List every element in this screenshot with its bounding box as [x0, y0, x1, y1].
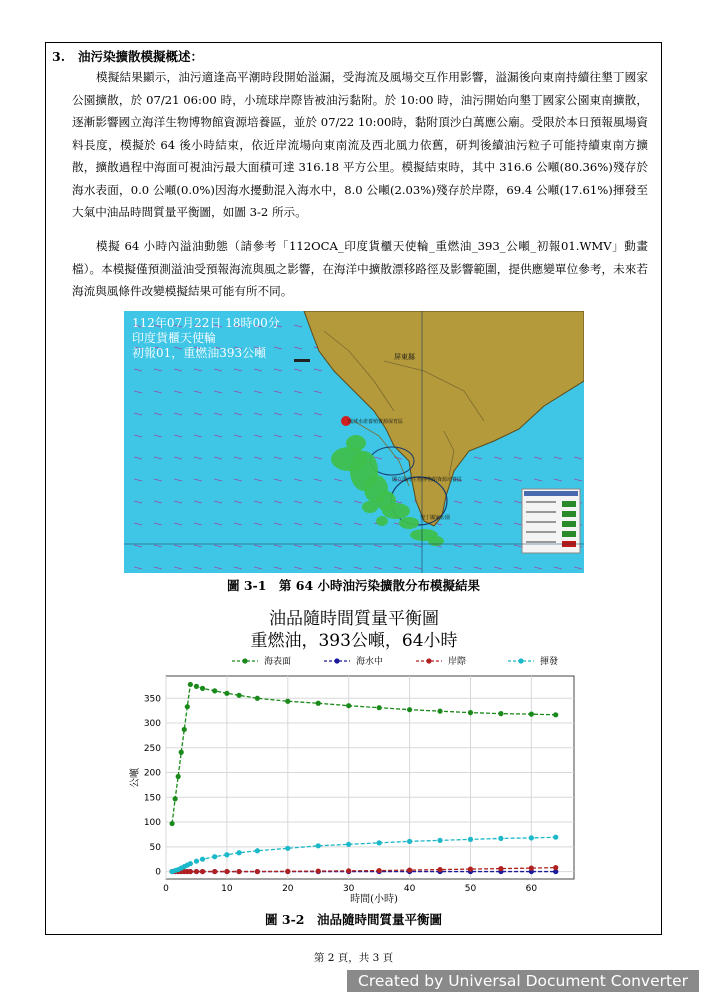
x-axis-label: 時間(小時) [350, 894, 398, 905]
legend-marker [518, 658, 523, 663]
data-point [468, 710, 473, 715]
chart-legend [232, 655, 558, 667]
data-point [553, 712, 558, 717]
data-point [255, 869, 260, 874]
x-tick-label: 50 [464, 884, 477, 894]
data-point [498, 866, 503, 871]
x-tick-label: 0 [163, 884, 169, 894]
paragraph-simulation-results: 模擬結果顯示，油污適逢高平潮時段開始溢漏，受海流及風場交互作用影響，溢漏後向東南持續往墾丁國家公園擴散，於 07/21 06:00 時，小琉球岸際皆被油污黏附。於 10:00 時，油污開始向墾丁國家公園東南擴散，逐漸影響國立海洋生物博物館資源培養區，並於 07/22 10:00時，黏附頂沙白萬應公廟。受限於本日預報風場資料長度，模擬於 64 後小時結束，依近岸流場向東南流及西北風力依舊，研判後續油污粒子可能持續東南方擴散，擴散過程中海面可視油污最大面積可達 316.18 平方公里。模擬結束時，其中 316.6 公噸(80.36%)殘存於海水表面，0.0 公噸(0.0%)因海水擾動混入海水中，8.0 公噸(2.03%)殘存於岸際，69.4 公噸(17.61%)揮發至大氣中油品時間質量平衡圖，如圖 3-2 所示。 [72, 70, 648, 219]
map-legend-box [522, 489, 580, 553]
y-tick-label: 350 [143, 694, 161, 705]
data-point [468, 866, 473, 871]
data-point [194, 869, 199, 874]
ship-marker [294, 359, 310, 362]
data-point [255, 696, 260, 701]
legend-marker [242, 658, 247, 663]
data-point [173, 796, 178, 801]
converter-watermark: Created by Universal Document Converter [347, 970, 699, 992]
section-heading [52, 47, 203, 65]
mass-balance-chart [124, 600, 584, 908]
data-point [316, 868, 321, 873]
data-point [169, 821, 174, 826]
data-point [377, 868, 382, 873]
oil-patch [362, 501, 378, 513]
data-point [377, 840, 382, 845]
data-point [224, 691, 229, 696]
data-point [194, 859, 199, 864]
y-axis-label: 公噸 [130, 768, 141, 788]
data-point [179, 750, 184, 755]
data-point [224, 869, 229, 874]
data-point [468, 837, 473, 842]
data-point [224, 852, 229, 857]
data-point [346, 703, 351, 708]
data-point [236, 869, 241, 874]
data-point [346, 842, 351, 847]
page-footer: 第 2 頁，共 3 頁 [313, 952, 394, 964]
x-tick-label: 40 [403, 884, 416, 894]
legend-label: 海表面 [264, 657, 292, 667]
data-point [212, 854, 217, 859]
data-point [316, 843, 321, 848]
data-point [316, 701, 321, 706]
oil-patch [399, 517, 419, 529]
paragraph-animation-note: 模擬 64 小時內溢油動態（請參考「112OCA_印度貨櫃天使輪_重燃油_393_公噸_初報01.WMV」動畫檔）。本模擬僅預測溢油受預報海流與風之影響，在海洋中擴散漂移路徑及影響範圍，提供應變單位參考，未來若海流與風條件改變模擬結果可能有所不同。 [72, 239, 648, 298]
data-point [498, 711, 503, 716]
y-tick-label: 0 [155, 867, 161, 878]
figure-2-caption: 圖 3-2 油品隨時間質量平衡圖 [265, 912, 442, 927]
data-point [188, 682, 193, 687]
oil-patch [382, 503, 410, 519]
data-point [194, 684, 199, 689]
section-number: 3. [52, 49, 66, 64]
map-title-line-2: 印度貨櫃天使輪 [132, 331, 217, 345]
x-tick-label: 60 [525, 884, 538, 894]
data-point [285, 869, 290, 874]
y-tick-label: 200 [143, 768, 161, 779]
data-point [236, 850, 241, 855]
legend-label: 岸際 [448, 657, 467, 667]
data-point [498, 836, 503, 841]
data-point [200, 869, 205, 874]
data-point [188, 869, 193, 874]
data-point [437, 709, 442, 714]
oil-spill-map [124, 311, 584, 573]
data-point [255, 848, 260, 853]
data-point [212, 688, 217, 693]
section-title: 油污染擴散模擬概述： [78, 49, 204, 64]
oil-patch [346, 435, 366, 451]
data-point [553, 865, 558, 870]
label-museum-reserve: 國立海洋生物博物館資源培養區 [392, 477, 463, 483]
y-tick-label: 150 [143, 793, 161, 804]
data-point [285, 699, 290, 704]
data-point [407, 839, 412, 844]
data-point [529, 712, 534, 717]
data-point [182, 727, 187, 732]
legend-label: 揮發 [540, 657, 559, 667]
data-point [407, 867, 412, 872]
figure-1-caption: 圖 3-1 第 64 小時油污染擴散分布模擬結果 [226, 578, 481, 593]
legend-marker [426, 658, 431, 663]
data-point [185, 704, 190, 709]
legend-label: 海水中 [356, 657, 384, 667]
data-point [200, 686, 205, 691]
data-point [176, 774, 181, 779]
y-tick-label: 50 [149, 842, 161, 853]
x-tick-label: 20 [282, 884, 294, 894]
legend-marker [334, 658, 339, 663]
data-point [553, 835, 558, 840]
chart-subtitle: 重燃油，393公噸，64小時 [250, 631, 458, 651]
chart-title: 油品隨時間質量平衡圖 [269, 609, 439, 629]
map-title-line-1: 112年07月22日 18時00分 [132, 316, 280, 330]
x-tick-label: 30 [342, 884, 355, 894]
y-tick-label: 250 [143, 743, 161, 754]
data-point [236, 693, 241, 698]
label-kenting: 墾丁國家公園 [420, 515, 451, 521]
data-point [437, 867, 442, 872]
data-point [200, 857, 205, 862]
map-title-line-3: 初報01，重燃油393公噸 [132, 346, 267, 360]
label-liuqiu-reserve: 琉球水產養殖資源保育區 [348, 419, 404, 425]
x-tick-label: 10 [221, 884, 233, 894]
data-point [377, 705, 382, 710]
data-point [212, 869, 217, 874]
data-point [437, 838, 442, 843]
label-pingtung: 屏東縣 [394, 353, 415, 361]
oil-patch [428, 536, 444, 546]
oil-patch [376, 516, 388, 526]
y-tick-label: 100 [143, 818, 161, 829]
data-point [346, 868, 351, 873]
data-point [285, 846, 290, 851]
data-point [529, 835, 534, 840]
y-tick-label: 300 [143, 719, 161, 730]
data-point [188, 861, 193, 866]
data-point [529, 866, 534, 871]
data-point [407, 707, 412, 712]
